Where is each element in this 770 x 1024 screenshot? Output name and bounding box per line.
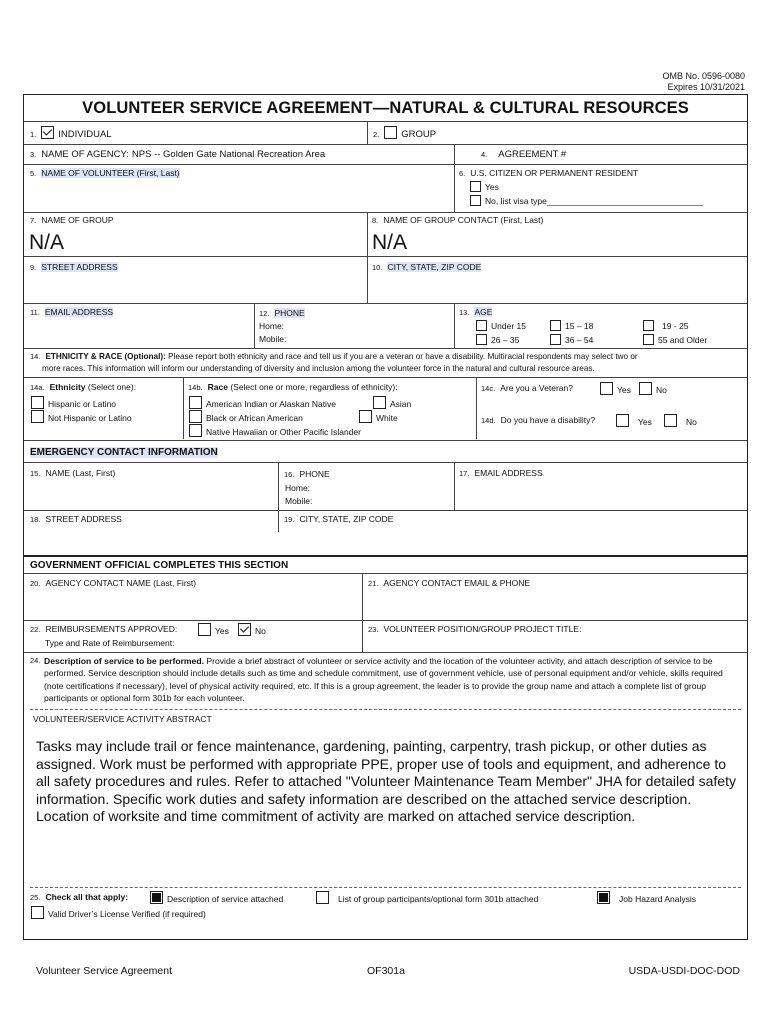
opt-group-list-attached[interactable]: List of group participants/optional form 301b attached xyxy=(316,891,538,904)
reimbursement-type-rate[interactable]: Type and Rate of Reimbursement: xyxy=(45,638,175,648)
reimbursement-yes-checkbox[interactable] xyxy=(198,623,211,636)
age-55-older-checkbox[interactable] xyxy=(643,334,654,345)
field-14c-veteran: 14c. Are you a Veteran? xyxy=(481,383,573,393)
age-26-35[interactable]: 26 – 35 xyxy=(476,334,519,345)
description-attached-checkbox[interactable] xyxy=(150,891,163,904)
asian-checkbox[interactable] xyxy=(373,396,386,409)
field-14d-disability: 14d. Do you have a disability? xyxy=(481,415,596,425)
field-20-agency-contact-name[interactable]: 20. AGENCY CONTACT NAME (Last, First) xyxy=(30,578,197,588)
field-3-agency: 3. NAME OF AGENCY: NPS -- Golden Gate National Recreation Area xyxy=(30,149,326,160)
age-19-25-checkbox[interactable] xyxy=(643,320,654,331)
disability-yes-checkbox[interactable] xyxy=(616,414,629,427)
field-6-citizen: 6. U.S. CITIZEN OR PERMANENT RESIDENT xyxy=(459,168,639,178)
emergency-home-label: Home: xyxy=(285,482,311,493)
group-list-checkbox[interactable] xyxy=(316,891,329,904)
age-under-15-checkbox[interactable] xyxy=(476,320,487,331)
service-abstract[interactable]: Tasks may include trail or fence maintenance, gardening, painting, carpentry, trash pickup, or other duties as assigned. Work must be performed with appropriate PPE, proper use of tools and equipment, and adherence to all safety procedures and rules. Refer to attached "Volunteer Maintenance Team Member" JHA for detailed safety information. Specific work duties and safety information are described on the attached service description. Location of worksite and time commitment of activity are marked on attached service description. xyxy=(36,738,736,824)
field-1-individual[interactable]: 1. INDIVIDUAL xyxy=(30,126,112,140)
veteran-yes-checkbox[interactable] xyxy=(600,382,613,395)
emergency-mobile-label: Mobile: xyxy=(285,496,313,506)
opt-description-attached[interactable]: Description of service attached xyxy=(150,891,283,904)
race-black[interactable]: Black or African American xyxy=(189,410,303,423)
field-10-city-state-zip[interactable]: 10. CITY, STATE, ZIP CODE xyxy=(372,262,482,272)
field-21-agency-contact-email[interactable]: 21. AGENCY CONTACT EMAIL & PHONE xyxy=(368,578,531,588)
disability-no[interactable]: No xyxy=(664,414,697,427)
field-17-emergency-email[interactable]: 17. EMAIL ADDRESS xyxy=(459,468,543,478)
veteran-no[interactable]: No xyxy=(639,382,667,395)
white-checkbox[interactable] xyxy=(359,410,372,423)
field-16-emergency-phone[interactable]: 16. PHONE Home: Mobile: xyxy=(284,468,330,509)
footer-left: Volunteer Service Agreement xyxy=(36,965,172,977)
phone-mobile-label: Mobile: xyxy=(259,334,287,344)
group-name-value: N/A xyxy=(29,231,65,254)
opt-drivers-license[interactable]: Valid Driver’s License Verified (if required) xyxy=(31,906,206,919)
jha-checkbox[interactable] xyxy=(597,891,610,904)
field-5-volunteer-name[interactable]: 5. NAME OF VOLUNTEER (First, Last) xyxy=(30,168,180,178)
citizen-no-checkbox[interactable] xyxy=(470,195,481,206)
reimbursement-no[interactable]: No xyxy=(238,623,266,636)
field-18-emergency-street[interactable]: 18. STREET ADDRESS xyxy=(30,514,122,524)
abstract-label: VOLUNTEER/SERVICE ACTIVITY ABSTRACT xyxy=(33,714,212,724)
age-36-54[interactable]: 36 – 54 xyxy=(550,334,593,345)
field-14a-ethnicity: 14a. Ethnicity (Select one): xyxy=(30,382,137,392)
field-2-group[interactable]: 2. GROUP xyxy=(373,126,436,140)
citizen-no-option[interactable]: No, list visa type_________________________________ xyxy=(470,195,703,206)
citizen-yes-option[interactable]: Yes xyxy=(470,181,499,192)
veteran-no-checkbox[interactable] xyxy=(639,382,652,395)
reimbursement-yes[interactable]: Yes xyxy=(198,623,229,636)
field-19-emergency-city[interactable]: 19. CITY, STATE, ZIP CODE xyxy=(284,514,394,524)
field-7-group-name: 7. NAME OF GROUP xyxy=(30,215,114,225)
not-hispanic-checkbox[interactable] xyxy=(31,410,44,423)
age-15-18[interactable]: 15 – 18 xyxy=(550,320,593,331)
disability-no-checkbox[interactable] xyxy=(664,414,677,427)
field-15-emergency-name[interactable]: 15. NAME (Last, First) xyxy=(30,468,116,478)
ethnicity-hispanic[interactable]: Hispanic or Latino xyxy=(31,396,116,409)
age-15-18-checkbox[interactable] xyxy=(550,320,561,331)
age-26-35-checkbox[interactable] xyxy=(476,334,487,345)
field-8-group-contact: 8. NAME OF GROUP CONTACT (First, Last) xyxy=(372,215,544,225)
veteran-yes[interactable]: Yes xyxy=(600,382,631,395)
individual-checkbox[interactable] xyxy=(41,126,54,139)
field-14-ethnicity-race: 14. ETHNICITY & RACE (Optional): Please report both ethnicity and race and tell us if you are a veteran or have a disability. Multiracial respondents may select two or more races. This information will inform our understanding of diversity and inclusion among the volunteer force in the natural and cultural resource areas. xyxy=(30,352,638,373)
field-9-street-address[interactable]: 9. STREET ADDRESS xyxy=(30,262,118,272)
disability-yes[interactable]: Yes xyxy=(616,414,652,427)
footer-form-number: OF301a xyxy=(367,965,405,977)
age-55-older[interactable]: 55 and Older xyxy=(643,334,707,345)
black-checkbox[interactable] xyxy=(189,410,202,423)
field-25-check-all: 25. Check all that apply: xyxy=(30,892,129,902)
field-12-phone[interactable]: 12. PHONE Home: Mobile: xyxy=(259,308,305,344)
field-14b-race: 14b. Race (Select one or more, regardless of ethnicity): xyxy=(188,382,398,392)
phone-home-label: Home: xyxy=(259,321,285,331)
form-title: VOLUNTEER SERVICE AGREEMENT—NATURAL & CULTURAL RESOURCES xyxy=(82,99,689,117)
field-22-reimbursements: 22. REIMBURSEMENTS APPROVED: xyxy=(30,624,178,634)
field-13-age: 13. AGE xyxy=(459,307,493,317)
american-indian-checkbox[interactable] xyxy=(189,396,202,409)
drivers-license-checkbox[interactable] xyxy=(31,906,44,919)
race-asian[interactable]: Asian xyxy=(373,396,411,409)
footer-agencies: USDA-USDI-DOC-DOD xyxy=(628,965,740,977)
gov-section-title: GOVERNMENT OFFICIAL COMPLETES THIS SECTION xyxy=(30,560,289,571)
opt-job-hazard-analysis[interactable]: Job Hazard Analysis xyxy=(597,891,696,904)
reimbursement-no-checkbox[interactable] xyxy=(238,623,251,636)
expiration-date: Expires 10/31/2021 xyxy=(667,82,745,92)
race-native-hawaiian[interactable]: Native Hawaiian or Other Pacific Islander xyxy=(189,424,361,437)
emergency-section-title: EMERGENCY CONTACT INFORMATION xyxy=(30,447,218,458)
hispanic-checkbox[interactable] xyxy=(31,396,44,409)
group-contact-value: N/A xyxy=(372,231,408,254)
race-white[interactable]: White xyxy=(359,410,398,423)
omb-number: OMB No. 0596-0080 xyxy=(662,71,745,81)
race-american-indian[interactable]: American Indian or Alaskan Native xyxy=(189,396,336,409)
native-hawaiian-checkbox[interactable] xyxy=(189,424,202,437)
ethnicity-not-hispanic[interactable]: Not Hispanic or Latino xyxy=(31,410,132,423)
field-24-description: 24. Description of service to be performed. Provide a brief abstract of volunteer or service activity and the location of the volunteer activity, and attach description of service to be performed. Service description should include details such as time and schedule commitment, use of government vehicle, use of personal equipment and/or vehicle, skills required (note certifications if necessary), level of physical activity required, etc. If this is a group agreement, the leader is to provide the group name and attach a complete list of group participants or optional form 301b for each volunteer. xyxy=(30,656,723,703)
age-under-15[interactable]: Under 15 xyxy=(476,320,526,331)
field-11-email[interactable]: 11. EMAIL ADDRESS xyxy=(30,307,114,317)
field-23-position-title[interactable]: 23. VOLUNTEER POSITION/GROUP PROJECT TITLE: xyxy=(368,624,582,634)
group-checkbox[interactable] xyxy=(384,126,397,139)
field-4-agreement-number[interactable]: 4. AGREEMENT # xyxy=(481,149,567,160)
age-19-25[interactable]: 19 - 25 xyxy=(643,320,688,331)
citizen-yes-checkbox[interactable] xyxy=(470,181,481,192)
age-36-54-checkbox[interactable] xyxy=(550,334,561,345)
